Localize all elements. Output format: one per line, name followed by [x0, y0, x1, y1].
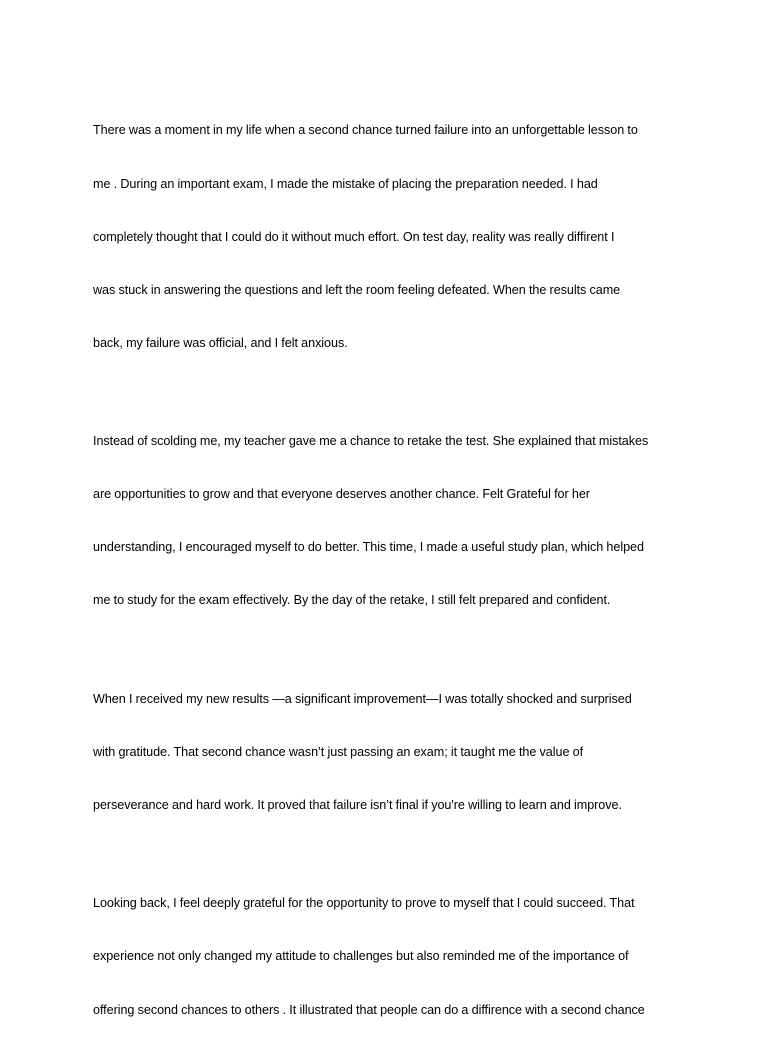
text-line: understanding, I encouraged myself to do better. This time, I made a useful study plan, which helped [93, 540, 644, 555]
text-line: with gratitude. That second chance wasn’t just passing an exam; it taught me the value of [93, 744, 584, 759]
paragraph-2 [93, 398, 679, 646]
text-line: me to study for the exam effectively. By the day of the retake, I still felt prepared and confident. [93, 593, 611, 608]
text-line: When I received my new results —a significant improvement—I was totally shocked and surprised [93, 691, 632, 706]
paragraph-4 [93, 860, 679, 1055]
text-line: There was a moment in my life when a second chance turned failure into an unforgettable lesson to [93, 123, 638, 138]
text-line: perseverance and hard work. It proved that failure isn’t final if you're willing to learn and improve. [93, 798, 622, 813]
text-line: me . During an important exam, I made the mistake of placing the preparation needed. I had [93, 176, 598, 191]
text-line: back, my failure was official, and I felt anxious. [93, 335, 348, 350]
text-line: are opportunities to grow and that everyone deserves another chance. Felt Grateful for her [93, 487, 590, 502]
text-line: was stuck in answering the questions and left the room feeling defeated. When the results came [93, 282, 621, 297]
text-line: completely thought that I could do it without much effort. On test day, reality was really diffirent I [93, 229, 615, 244]
paragraph-1 [93, 87, 679, 388]
document-body [93, 87, 679, 1064]
text-line: Looking back, I feel deeply grateful for the opportunity to prove to myself that I could succeed. That [93, 896, 635, 911]
paragraph-3 [93, 655, 679, 850]
text-line: Instead of scolding me, my teacher gave me a chance to retake the test. She explained that mistakes [93, 434, 649, 449]
text-line: experience not only changed my attitude to challenges but also reminded me of the importance of [93, 949, 629, 964]
text-line: offering second chances to others . It illustrated that people can do a diffirence with a second chance [93, 1002, 645, 1017]
